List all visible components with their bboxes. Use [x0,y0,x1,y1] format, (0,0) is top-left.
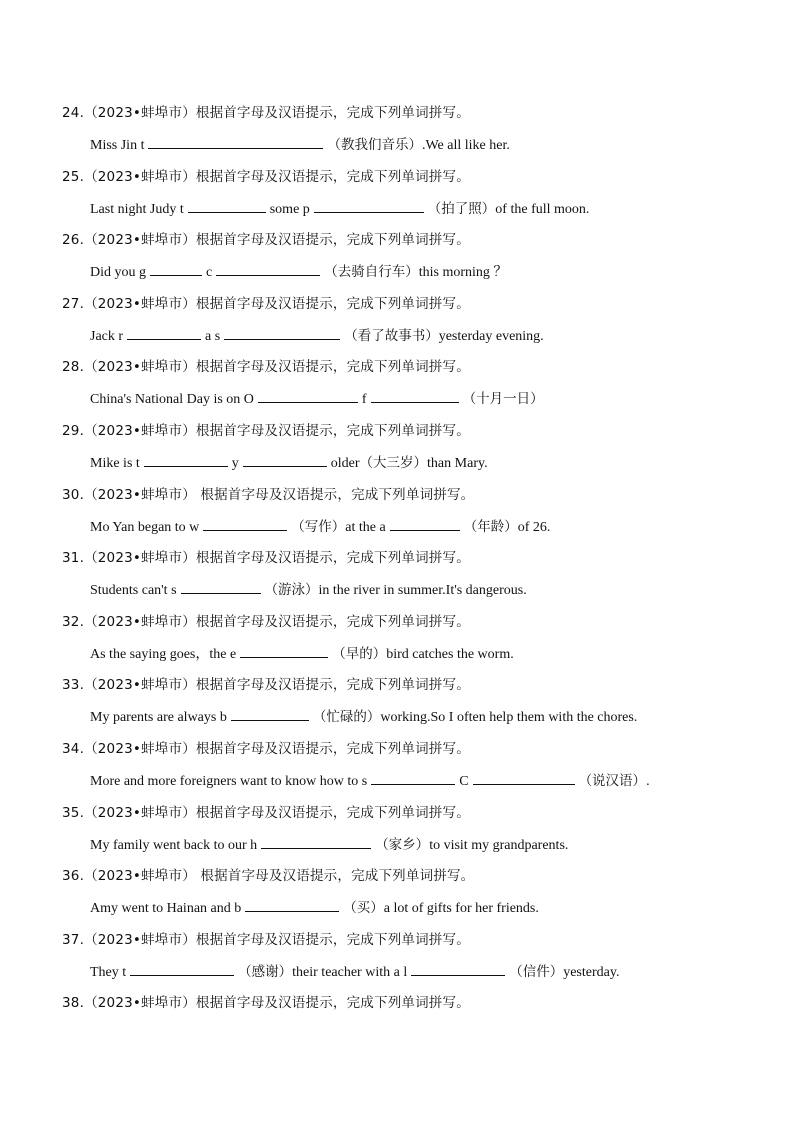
answer-blank[interactable] [231,719,309,721]
sentence-text: Mo Yan began to w [90,519,200,535]
chinese-hint: （十月一日） [462,391,544,408]
sentence-text: yesterday. [563,964,620,980]
sentence-text: of the full moon. [495,201,590,217]
chinese-hint: （去骑自行车） [324,264,419,281]
question-sentence [90,960,619,981]
sentence-text: working.So I often help them with the chores. [380,710,638,726]
answer-blank[interactable] [224,338,340,340]
question-title: 31.（2023•蚌埠市）根据首字母及汉语提示，完成下列单词拼写。 [62,550,470,567]
answer-blank[interactable] [203,529,287,531]
chinese-hint: （信件） [509,963,564,980]
question-sentence [90,896,539,917]
sentence-text: My family went back to our h [90,837,258,853]
question-sentence [90,260,507,281]
sentence-text: a s [205,328,221,344]
chinese-hint: （忙碌的） [312,709,381,726]
chinese-hint: （大三岁） [359,455,428,471]
answer-blank[interactable] [216,274,320,276]
sentence-text: Last night Judy t [90,201,184,217]
answer-blank[interactable] [261,847,371,849]
chinese-hint: （感谢） [238,963,293,980]
sentence-text: some p [269,201,310,217]
question-sentence [90,578,527,599]
question-sentence [90,387,544,408]
answer-blank[interactable] [371,401,459,403]
answer-blank[interactable] [148,147,323,149]
sentence-text: to visit my grandparents. [429,837,569,853]
sentence-text: Students can't s [90,583,177,599]
sentence-text: at the a [345,519,386,535]
question-title: 28.（2023•蚌埠市）根据首字母及汉语提示，完成下列单词拼写。 [62,359,470,376]
chinese-hint: （买） [343,900,384,917]
answer-blank[interactable] [411,974,505,976]
sentence-text: f [361,392,367,408]
answer-blank[interactable] [473,783,575,785]
question-sentence [90,705,637,726]
sentence-text: Jack r [90,328,124,344]
question-title: 35.（2023•蚌埠市）根据首字母及汉语提示，完成下列单词拼写。 [62,804,470,821]
sentence-text: their teacher with a l [292,964,408,980]
question-sentence [90,769,650,790]
chinese-hint: （教我们音乐） [327,137,422,153]
question-title: 36.（2023•蚌埠市） 根据首字母及汉语提示，完成下列单词拼写。 [62,868,475,885]
chinese-hint: （早的） [332,645,387,662]
sentence-text: in the river in summer.It's dangerous. [318,583,527,599]
sentence-text: older [330,456,360,471]
sentence-text: than Mary. [427,456,488,471]
answer-blank[interactable] [130,974,234,976]
question-sentence [90,642,514,663]
question-title: 38.（2023•蚌埠市）根据首字母及汉语提示，完成下列单词拼写。 [62,995,470,1012]
answer-blank[interactable] [371,783,455,785]
sentence-text: They t [90,964,127,980]
chinese-hint: （游泳） [264,582,319,599]
answer-blank[interactable] [181,592,261,594]
answer-blank[interactable] [258,401,358,403]
question-sentence [90,133,510,154]
question-sentence [90,515,550,536]
answer-blank[interactable] [245,910,339,912]
answer-blank[interactable] [144,465,228,467]
question-title: 29.（2023•蚌埠市）根据首字母及汉语提示，完成下列单词拼写。 [62,423,470,439]
chinese-hint: （说汉语） [578,773,647,789]
question-title: 24.（2023•蚌埠市）根据首字母及汉语提示，完成下列单词拼写。 [62,105,470,121]
sentence-text: More and more foreigners want to know how to s [90,774,368,789]
chinese-hint: （看了故事书） [344,327,439,344]
sentence-text: this morning ？ [418,265,508,281]
question-title: 33.（2023•蚌埠市）根据首字母及汉语提示，完成下列单词拼写。 [62,677,470,694]
sentence-text: .We all like her. [421,138,510,153]
sentence-text: a lot of gifts for her friends. [383,901,539,917]
sentence-text: y [231,456,239,471]
question-title: 37.（2023•蚌埠市）根据首字母及汉语提示，完成下列单词拼写。 [62,931,470,948]
question-title: 25.（2023•蚌埠市）根据首字母及汉语提示，完成下列单词拼写。 [62,168,470,185]
answer-blank[interactable] [390,529,460,531]
question-title: 26.（2023•蚌埠市）根据首字母及汉语提示，完成下列单词拼写。 [62,232,470,249]
question-title: 32.（2023•蚌埠市）根据首字母及汉语提示，完成下列单词拼写。 [62,613,470,630]
sentence-text: My parents are always b [90,710,227,726]
question-sentence [90,833,568,854]
sentence-text: Miss Jin t [90,138,145,153]
answer-blank[interactable] [240,656,328,658]
sentence-text: bird catches the worm. [386,646,514,662]
sentence-text: . [646,774,650,789]
answer-blank[interactable] [127,338,201,340]
sentence-text: c [206,265,213,281]
chinese-hint: （写作） [291,518,346,535]
answer-blank[interactable] [243,465,327,467]
question-sentence [90,451,488,472]
chinese-hint: （拍了照） [427,200,496,217]
sentence-text: of 26. [517,519,551,535]
answer-blank[interactable] [314,211,424,213]
sentence-text: China's National Day is on O [90,392,254,408]
chinese-hint: （年龄） [463,518,518,535]
sentence-text: Did you g [90,265,146,281]
chinese-hint: （家乡） [375,836,430,853]
sentence-text: C [459,774,469,789]
question-sentence [90,197,589,218]
sentence-text: Mike is t [90,456,140,471]
question-title: 34.（2023•蚌埠市）根据首字母及汉语提示，完成下列单词拼写。 [62,741,470,757]
sentence-text: Amy went to Hainan and b [90,901,242,917]
question-title: 27.（2023•蚌埠市）根据首字母及汉语提示，完成下列单词拼写。 [62,295,470,312]
answer-blank[interactable] [150,274,202,276]
question-title: 30.（2023•蚌埠市） 根据首字母及汉语提示，完成下列单词拼写。 [62,486,475,503]
question-sentence [90,324,544,345]
sentence-text: yesterday evening. [438,328,544,344]
sentence-text: As the saying goes，the e [90,646,237,662]
answer-blank[interactable] [188,211,266,213]
